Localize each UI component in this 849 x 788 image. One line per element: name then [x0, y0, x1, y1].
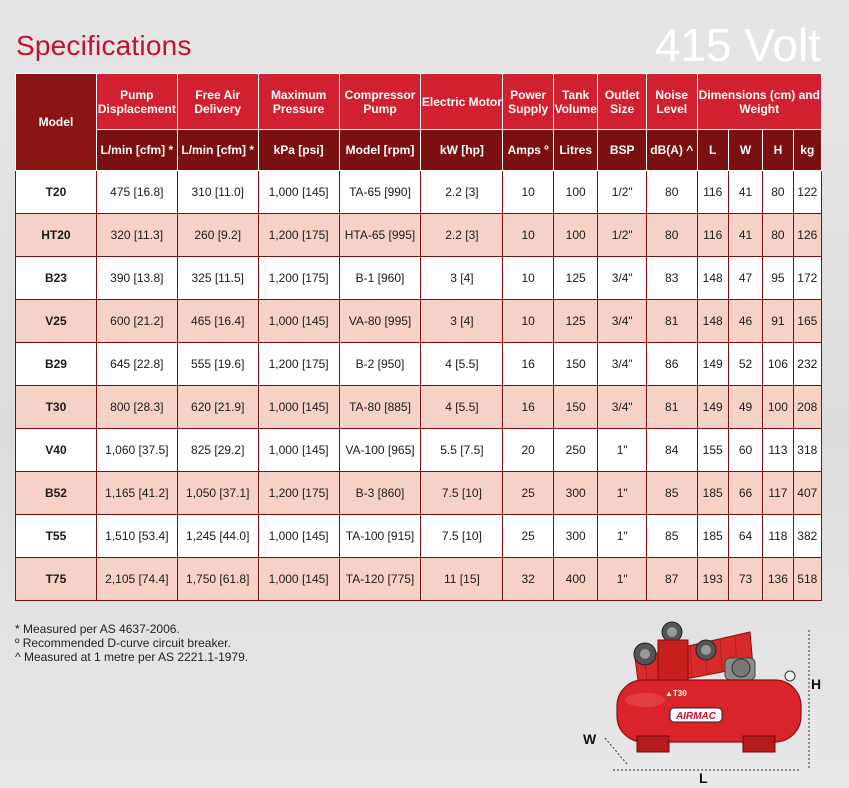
footnote-breaker: º Recommended D-curve circuit breaker. — [15, 636, 231, 650]
table-cell: 25 — [503, 515, 554, 558]
table-cell: 1,050 [37.1] — [177, 472, 258, 515]
table-cell: 116 — [697, 214, 728, 257]
table-cell: 100 — [763, 386, 793, 429]
table-cell: 645 [22.8] — [96, 343, 177, 386]
table-cell: 149 — [697, 386, 728, 429]
table-row — [16, 300, 822, 343]
header-dimensions: Dimensions (cm) and Weight — [697, 74, 821, 130]
table-cell: 83 — [646, 257, 697, 300]
table-cell: 16 — [503, 343, 554, 386]
model-cell: V25 — [16, 300, 97, 343]
table-cell: 3/4" — [598, 386, 647, 429]
header-electric-motor: Electric Motor — [421, 74, 503, 130]
footnotes — [15, 622, 248, 664]
table-cell: 87 — [646, 558, 697, 601]
table-cell: TA-100 [915] — [339, 515, 421, 558]
table-cell: 16 — [503, 386, 554, 429]
table-cell: B-2 [950] — [339, 343, 421, 386]
table-cell: 3/4" — [598, 257, 647, 300]
unit-free-air-delivery: L/min [cfm] * — [177, 130, 258, 171]
table-cell: 81 — [646, 386, 697, 429]
table-cell: 3 [4] — [421, 257, 503, 300]
model-cell: HT20 — [16, 214, 97, 257]
table-cell: 1,000 [145] — [258, 386, 339, 429]
table-cell: 1,245 [44.0] — [177, 515, 258, 558]
table-cell: 10 — [503, 171, 554, 214]
model-cell: B23 — [16, 257, 97, 300]
table-cell: 84 — [646, 429, 697, 472]
unit-outlet-size: BSP — [598, 130, 647, 171]
table-cell: 382 — [793, 515, 821, 558]
table-cell: 300 — [553, 515, 597, 558]
table-cell: 208 — [793, 386, 821, 429]
unit-maximum-pressure: kPa [psi] — [258, 130, 339, 171]
pump-block — [658, 640, 688, 680]
tank-foot-left — [637, 736, 669, 752]
table-cell: 25 — [503, 472, 554, 515]
unit-electric-motor: kW [hp] — [421, 130, 503, 171]
table-cell: 1" — [598, 472, 647, 515]
table-cell: 100 — [553, 214, 597, 257]
table-cell: 126 — [793, 214, 821, 257]
model-badge-text: ▲T30 — [665, 689, 687, 698]
table-cell: 1,200 [175] — [258, 343, 339, 386]
table-cell: 122 — [793, 171, 821, 214]
header-outlet-size: Outlet Size — [598, 74, 647, 130]
table-cell: 20 — [503, 429, 554, 472]
table-body — [16, 171, 822, 601]
table-cell: 3/4" — [598, 343, 647, 386]
header-free-air-delivery: Free Air Delivery — [177, 74, 258, 130]
table-row — [16, 257, 822, 300]
table-cell: 185 — [697, 472, 728, 515]
table-cell: 2.2 [3] — [421, 171, 503, 214]
unit-compressor-pump: Model [rpm] — [339, 130, 421, 171]
table-cell: 172 — [793, 257, 821, 300]
table-row — [16, 429, 822, 472]
table-cell: 150 — [553, 343, 597, 386]
table-cell: 260 [9.2] — [177, 214, 258, 257]
table-cell: 41 — [728, 171, 762, 214]
table-cell: 1,200 [175] — [258, 214, 339, 257]
table-cell: 620 [21.9] — [177, 386, 258, 429]
table-cell: 7.5 [10] — [421, 472, 503, 515]
table-cell: 3 [4] — [421, 300, 503, 343]
compressor-illustration — [575, 618, 835, 786]
table-row — [16, 343, 822, 386]
table-cell: VA-80 [995] — [339, 300, 421, 343]
table-cell: 1,000 [145] — [258, 429, 339, 472]
table-cell: 116 — [697, 171, 728, 214]
table-row — [16, 171, 822, 214]
model-cell: T20 — [16, 171, 97, 214]
table-cell: 1,510 [53.4] — [96, 515, 177, 558]
table-cell: TA-80 [885] — [339, 386, 421, 429]
header-noise-level: Noise Level — [646, 74, 697, 130]
header-tank-volume: Tank Volume — [553, 74, 597, 130]
width-dimension-line — [605, 738, 627, 764]
table-cell: 600 [21.2] — [96, 300, 177, 343]
table-row — [16, 386, 822, 429]
table-cell: 148 — [697, 300, 728, 343]
table-cell: 325 [11.5] — [177, 257, 258, 300]
table-cell: 300 — [553, 472, 597, 515]
table-cell: 310 [11.0] — [177, 171, 258, 214]
table-cell: 1" — [598, 515, 647, 558]
table-cell: 518 — [793, 558, 821, 601]
table-cell: TA-65 [990] — [339, 171, 421, 214]
length-label: L — [699, 770, 708, 786]
table-cell: 1,750 [61.8] — [177, 558, 258, 601]
model-cell: B52 — [16, 472, 97, 515]
table-cell: 4 [5.5] — [421, 386, 503, 429]
specifications-table — [15, 73, 822, 601]
unit-pump-displacement: L/min [cfm] * — [96, 130, 177, 171]
table-cell: B-3 [860] — [339, 472, 421, 515]
footnote-measured: * Measured per AS 4637-2006. — [15, 622, 180, 636]
table-cell: 1,000 [145] — [258, 558, 339, 601]
tank-foot-right — [743, 736, 775, 752]
table-cell: 250 — [553, 429, 597, 472]
unit-weight: kg — [793, 130, 821, 171]
model-cell: T75 — [16, 558, 97, 601]
table-cell: 1" — [598, 558, 647, 601]
table-cell: 117 — [763, 472, 793, 515]
table-cell: 80 — [763, 214, 793, 257]
table-cell: 1,060 [37.5] — [96, 429, 177, 472]
table-cell: 318 — [793, 429, 821, 472]
table-cell: 106 — [763, 343, 793, 386]
table-cell: TA-120 [775] — [339, 558, 421, 601]
table-cell: 10 — [503, 257, 554, 300]
table-cell: 2.2 [3] — [421, 214, 503, 257]
table-cell: 3/4" — [598, 300, 647, 343]
table-cell: 47 — [728, 257, 762, 300]
table-cell: 52 — [728, 343, 762, 386]
table-cell: 232 — [793, 343, 821, 386]
table-cell: 5.5 [7.5] — [421, 429, 503, 472]
header-maximum-pressure: Maximum Pressure — [258, 74, 339, 130]
model-cell: V40 — [16, 429, 97, 472]
voltage-heading: 415 Volt — [654, 19, 821, 71]
table-cell: 64 — [728, 515, 762, 558]
height-label: H — [811, 676, 822, 692]
table-cell: 91 — [763, 300, 793, 343]
table-cell: 100 — [553, 171, 597, 214]
table-cell: 136 — [763, 558, 793, 601]
table-cell: 165 — [793, 300, 821, 343]
table-cell: 320 [11.3] — [96, 214, 177, 257]
unit-length: L — [697, 130, 728, 171]
table-cell: HTA-65 [995] — [339, 214, 421, 257]
header-compressor-pump: Compressor Pump — [339, 74, 421, 130]
table-cell: 555 [19.6] — [177, 343, 258, 386]
table-cell: 155 — [697, 429, 728, 472]
table-cell: 1,000 [145] — [258, 300, 339, 343]
table-cell: 148 — [697, 257, 728, 300]
table-cell: 10 — [503, 214, 554, 257]
table-cell: 85 — [646, 515, 697, 558]
unit-width: W — [728, 130, 762, 171]
table-cell: 85 — [646, 472, 697, 515]
table-row — [16, 558, 822, 601]
table-row — [16, 214, 822, 257]
header-power-supply: Power Supply — [503, 74, 554, 130]
table-cell: 7.5 [10] — [421, 515, 503, 558]
table-cell: 10 — [503, 300, 554, 343]
table-cell: 80 — [646, 214, 697, 257]
model-cell: B29 — [16, 343, 97, 386]
footnote-noise: ^ Measured at 1 metre per AS 2221.1-1979. — [15, 650, 249, 664]
page-title: Specifications — [16, 30, 192, 61]
table-cell: 149 — [697, 343, 728, 386]
table-cell: 1,200 [175] — [258, 472, 339, 515]
table-cell: 390 [13.8] — [96, 257, 177, 300]
table-row — [16, 472, 822, 515]
header-model: Model — [16, 74, 97, 171]
model-cell: T55 — [16, 515, 97, 558]
table-cell: 465 [16.4] — [177, 300, 258, 343]
table-cell: 32 — [503, 558, 554, 601]
table-cell: 95 — [763, 257, 793, 300]
table-cell: 80 — [646, 171, 697, 214]
table-cell: 800 [28.3] — [96, 386, 177, 429]
brand-logo-text: AIRMAC — [676, 711, 716, 722]
table-cell: 1/2" — [598, 214, 647, 257]
table-cell: 400 — [553, 558, 597, 601]
table-cell: 2,105 [74.4] — [96, 558, 177, 601]
table-cell: 66 — [728, 472, 762, 515]
table-cell: 1,200 [175] — [258, 257, 339, 300]
unit-height: H — [763, 130, 793, 171]
table-cell: 11 [15] — [421, 558, 503, 601]
header-row-units — [16, 130, 822, 171]
compressor-drawing — [575, 618, 835, 783]
model-cell: T30 — [16, 386, 97, 429]
unit-noise-level: dB(A) ^ — [646, 130, 697, 171]
pressure-gauge-shape — [785, 671, 795, 681]
table-cell: 41 — [728, 214, 762, 257]
table-cell: 86 — [646, 343, 697, 386]
table-cell: 125 — [553, 257, 597, 300]
table-cell: 475 [16.8] — [96, 171, 177, 214]
table-cell: 825 [29.2] — [177, 429, 258, 472]
table-cell: 193 — [697, 558, 728, 601]
unit-power-supply: Amps º — [503, 130, 554, 171]
table-cell: 1/2" — [598, 171, 647, 214]
table-cell: 73 — [728, 558, 762, 601]
table-cell: VA-100 [965] — [339, 429, 421, 472]
width-label: W — [583, 731, 597, 747]
table-cell: 80 — [763, 171, 793, 214]
unit-tank-volume: Litres — [553, 130, 597, 171]
table-cell: 407 — [793, 472, 821, 515]
table-cell: 4 [5.5] — [421, 343, 503, 386]
table-cell: 113 — [763, 429, 793, 472]
table-cell: 1,165 [41.2] — [96, 472, 177, 515]
table-cell: 150 — [553, 386, 597, 429]
table-cell: 118 — [763, 515, 793, 558]
table-cell: 49 — [728, 386, 762, 429]
table-cell: 81 — [646, 300, 697, 343]
table-cell: 125 — [553, 300, 597, 343]
table-cell: 46 — [728, 300, 762, 343]
table-cell: 185 — [697, 515, 728, 558]
header-row-groups — [16, 74, 822, 130]
table-cell: 1" — [598, 429, 647, 472]
table-cell: 1,000 [145] — [258, 171, 339, 214]
header-pump-displacement: Pump Displacement — [96, 74, 177, 130]
table-cell: 1,000 [145] — [258, 515, 339, 558]
table-row — [16, 515, 822, 558]
table-cell: B-1 [960] — [339, 257, 421, 300]
table-cell: 60 — [728, 429, 762, 472]
